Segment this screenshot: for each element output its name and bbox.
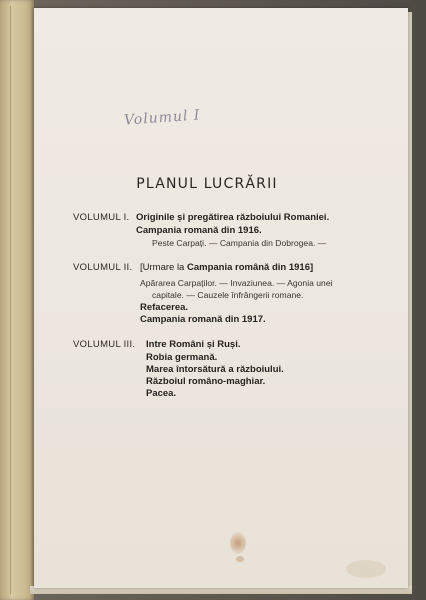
volume-3-line-1: Intre Români și Ruși.	[146, 339, 241, 350]
page-stain-small	[236, 556, 244, 562]
volume-1-line-2: Campania romană din 1916.	[136, 225, 262, 236]
volume-3-line-4: Războiul româno-maghiar.	[146, 376, 266, 387]
volume-2-line-5: Campania romană din 1917.	[140, 314, 266, 325]
volume-2-line-1-prefix: [Urmare la	[140, 262, 187, 273]
volume-3-line-2: Robia germană.	[146, 352, 218, 363]
page-title: PLANUL LUCRĂRII	[136, 176, 278, 192]
page-stain-corner	[346, 560, 386, 578]
volume-2-line-3: capitale. — Cauzele înfrângerii romane.	[152, 290, 304, 300]
volume-1-label: VOLUMUL I.	[73, 212, 130, 223]
volume-3-label: VOLUMUL III.	[73, 339, 136, 350]
spine-crease	[10, 6, 11, 594]
book-spine	[0, 0, 34, 600]
volume-2-line-4: Refacerea.	[140, 302, 189, 313]
handwritten-note: Volumul I	[123, 107, 201, 129]
volume-1-line-1: Originile și pregătirea războiului Romaniei.	[136, 212, 330, 223]
volume-2-line-2: Apărarea Carpaților. — Invaziunea. — Agonia unei	[140, 278, 333, 288]
volume-2-line-1-bold: Campania română din 1916]	[186, 262, 314, 273]
volume-3-line-5: Pacea.	[146, 388, 177, 399]
volume-3-line-3: Marea întorsătură a războiului.	[146, 364, 284, 375]
volume-2-label: VOLUMUL II.	[73, 262, 133, 273]
volume-2-line-1	[140, 262, 313, 273]
page-stain	[230, 532, 246, 554]
volume-1-line-3: Peste Carpați. — Campania din Dobrogea. —	[152, 238, 327, 248]
